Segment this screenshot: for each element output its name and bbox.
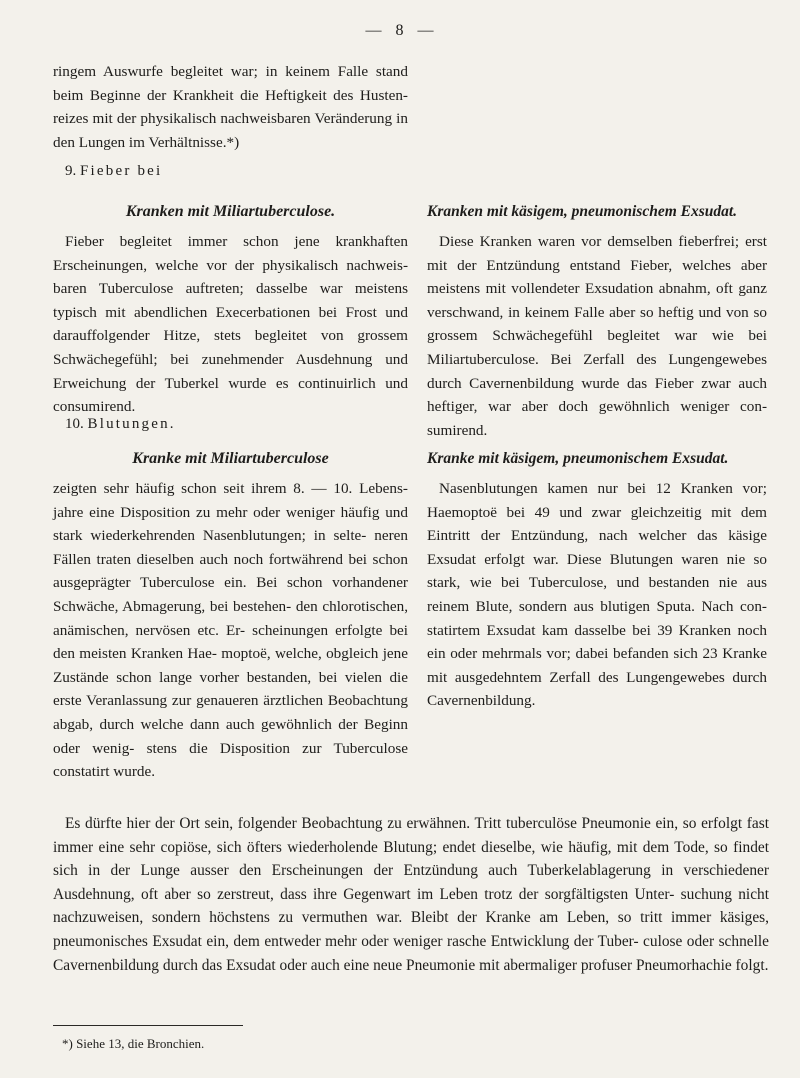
footnote-rule [53, 1025, 243, 1026]
section-9-number: 9. [65, 163, 77, 180]
header-dash-left: — [365, 22, 383, 39]
kaesig-bleeding-text: Nasenblutungen kamen nur bei 12 Kranken vor; Haemoptoë bei 49 und zwar gleichzeitig mit dem Eintritt der Entzündung, nach welcher das käsige Exsudat erfolgt war. Diese Blutungen waren nie so stark, wie bei Tuberculose, und bestanden nie aus reinem Blute, sondern aus blutigen Sputa. Nach con- statirtem Exsudat kam dasselbe bei 39 Kranken noch ein oder mehrmals vor; dabei befanden sich 23 Kranke mit ausgedehntem Zerfall des Lungengewebes durch Cavernenbildung. [427, 480, 767, 710]
miliar-bleeding-column [53, 447, 408, 784]
header-dash-right: — [417, 22, 435, 39]
kaesig-fever-column [427, 200, 767, 442]
left-column-top [53, 60, 408, 184]
section-10-number: 10. [65, 416, 84, 432]
miliar-fever-text: Fieber begleitet immer schon jene krankhaften Erscheinungen, welche vor der physikalisch nachweis- baren Tuberculose auftreten; dasselbe war meistens typisch mit abendlichen Execerbationen bei Frost und darauffolgender Hitze, stets begleitet von grossem Schwächegefühl; bei zunehmender Ausdehnung und Erweichung der Tuberkel wurde es continuirlich und consumirend. [53, 233, 408, 416]
miliar-fever-heading: Kranken mit Miliartuberculose. [125, 203, 336, 220]
closing-paragraph-block [53, 812, 769, 977]
continued-paragraph: ringem Auswurfe begleitet war; in keinem Falle stand beim Beginne der Krankheit die Heftigkeit des Husten- reizes mit der physikalisch nachweisbaren Veränderung in den Lungen im Verhältnisse.*) [53, 63, 408, 151]
section-9-title: Fieber bei [80, 163, 163, 180]
page-number: 8 [395, 22, 405, 39]
miliar-bleeding-heading: Kranke mit Miliartuberculose [132, 450, 329, 467]
miliar-fever-column [53, 200, 408, 419]
kaesig-bleeding-heading: Kranke mit käsigem, pneumonischem Exsudat. [427, 450, 729, 467]
section-10-heading [53, 413, 408, 437]
page-header [0, 22, 800, 40]
closing-paragraph: Es dürfte hier der Ort sein, folgender Beobachtung zu erwähnen. Tritt tuberculöse Pneumonie ein, so erfolgt fast immer eine sehr copiöse, sich öfters wiederholende Blutung; endet dieselbe, wie häufig, mit dem Tode, so findet sich in der Lunge ausser den Erscheinungen der Entzündung auch Tuberkelablagerung in verschiedener Ausdehnung, oft aber so zerstreut, dass ihre Gegenwart im Leben trotz der sorgfältigsten Unter- suchung nicht nachzuweisen, sondern höchstens zu vermuthen war. Bleibt der Kranke am Leben, so tritt immer käsiges, pneumonisches Exsudat ein, dem entweder mehr oder weniger rasche Entwicklung der Tuber- culose oder schnelle Cavernenbildung durch das Exsudat oder auch eine neue Pneumonie mit abermaliger profuser Pneumorhachie folgt. [53, 815, 769, 974]
section-9-heading [53, 160, 408, 184]
miliar-bleeding-text: zeigten sehr häufig schon seit ihrem 8. — 10. Lebens- jahre eine Disposition zu mehr oder weniger häufig und stark wiederkehrenden Nasenblutungen; in selte- neren Fällen traten dieselben auch noch fortwährend bei schon ausgeprägter Tuberculose ein. Bei schon vorhandener Schwäche, Abmagerung, bei bestehen- den chlorotischen, anämischen, nervösen etc. Er- scheinungen erfolgte bei den meisten Kranken Hae- moptoë, welche, obgleich jene Zustände schon lange vorher bestanden, bei vielen die erste Veranlassung zur genaueren ärztlichen Beobachtung abgab, durch welche dann auch gewöhnlich der Beginn oder wenig- stens die Disposition zur Tuberculose constatirt wurde. [53, 480, 408, 781]
section-10-title: Blutungen. [87, 416, 176, 432]
footnote: *) Siehe 13, die Bronchien. [62, 1036, 205, 1051]
kaesig-fever-text: Diese Kranken waren vor demselben fieberfrei; erst mit der Entzündung entstand Fieber, welches aber meistens mit vollendeter Exsudation abnahm, oft ganz verschwand, in keinem Falle aber so heftig und von so grossem Schwächegefühl begleitet war wie bei Miliartuberculose. Bei Zerfall des Lungengewebes durch Cavernenbildung wurde das Fieber zwar auch heftiger, war aber doch gewöhnlich weniger con- sumirend. [427, 233, 767, 439]
section-10-block [53, 413, 408, 437]
kaesig-fever-heading: Kranken mit käsigem, pneumonischem Exsudat. [427, 203, 738, 220]
kaesig-bleeding-column [427, 447, 767, 713]
